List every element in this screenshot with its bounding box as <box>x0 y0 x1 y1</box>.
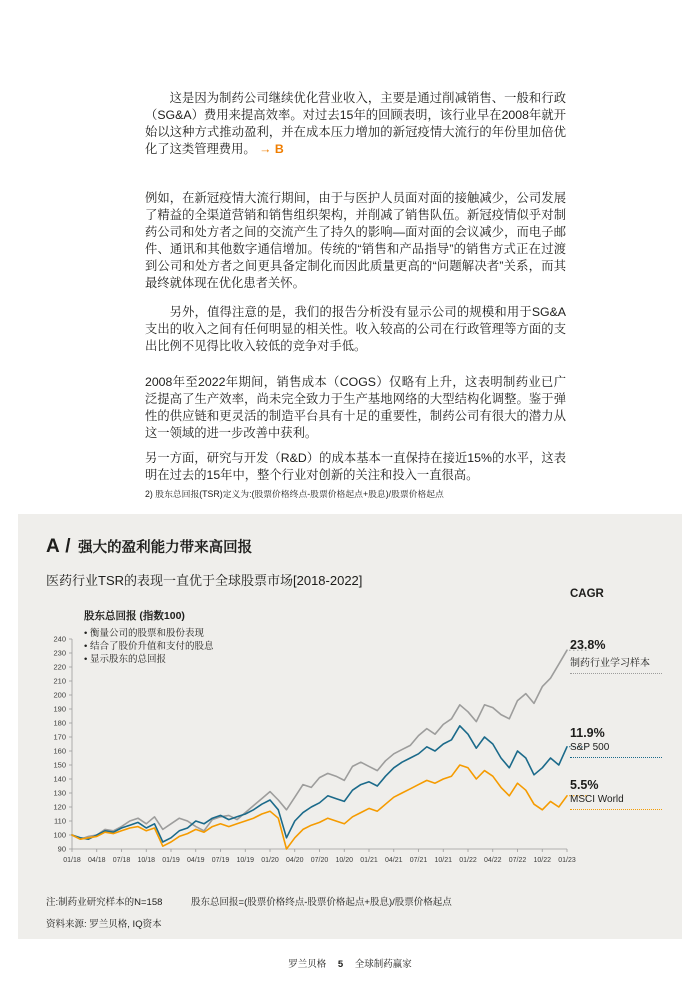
exhibit-title-row <box>46 536 252 558</box>
exhibit-label: A / <box>46 536 72 557</box>
dotted-leader-pharma <box>570 673 662 674</box>
chart-note <box>46 894 452 908</box>
exhibit-subtitle: 医药行业TSR的表现一直优于全球股票市场[2018-2022] <box>46 573 363 588</box>
legend-title: 股东总回报 (指数100) <box>84 610 185 622</box>
svg-text:180: 180 <box>53 718 66 728</box>
svg-text:150: 150 <box>53 760 66 770</box>
cagr-label-sp500: S&P 500 <box>570 742 610 753</box>
footer-report-title: 全球制药赢家 <box>354 959 412 970</box>
svg-text:01/23: 01/23 <box>558 857 576 864</box>
svg-text:210: 210 <box>53 676 66 686</box>
cagr-entry-pharma <box>570 638 676 674</box>
svg-text:110: 110 <box>54 816 66 826</box>
svg-text:90: 90 <box>57 844 66 854</box>
legend-bullet-2: • 结合了股价升值和支付的股息 <box>84 640 304 653</box>
svg-text:100: 100 <box>53 830 66 840</box>
svg-text:04/18: 04/18 <box>87 857 106 864</box>
svg-text:04/20: 04/20 <box>285 857 304 864</box>
svg-text:01/18: 01/18 <box>63 857 81 864</box>
svg-text:160: 160 <box>53 746 66 756</box>
svg-text:04/21: 04/21 <box>384 857 403 864</box>
svg-text:07/19: 07/19 <box>211 857 230 864</box>
svg-text:07/22: 07/22 <box>508 857 527 864</box>
svg-text:01/22: 01/22 <box>459 857 477 864</box>
chart-note-formula: 股东总回报=(股票价格终点-股票价格起点+股息)/股票价格起点 <box>191 897 452 908</box>
svg-text:140: 140 <box>53 774 66 784</box>
exhibit-title: 强大的盈利能力带来高回报 <box>78 540 253 556</box>
svg-text:01/20: 01/20 <box>261 857 279 864</box>
svg-text:230: 230 <box>53 648 66 658</box>
svg-text:190: 190 <box>53 704 66 714</box>
paragraph-4: 2008年至2022年期间，销售成本（COGS）仅略有上升，这表明制药业已广泛提高了生产效率，尚未完全致力于生产基地网络的大型结构化调整。鉴于弹性的供应链和更灵活的制造平台具有十足的重要性，制药公司有很大的潜力从这一领域的进一步改善中获利。 <box>145 375 566 441</box>
svg-text:04/22: 04/22 <box>483 857 502 864</box>
chart-source: 资料来源: 罗兰贝格, IQ资本 <box>46 919 162 930</box>
cagr-value-msci: 5.5% <box>570 778 599 792</box>
svg-text:01/21: 01/21 <box>360 857 378 864</box>
svg-text:01/19: 01/19 <box>162 857 180 864</box>
svg-text:07/18: 07/18 <box>112 857 131 864</box>
cross-ref-marker-b: → B <box>259 142 284 157</box>
svg-text:07/20: 07/20 <box>310 857 329 864</box>
footer-page-number: 5 <box>337 959 344 970</box>
dotted-leader-msci <box>570 809 662 810</box>
page-footer <box>0 956 700 970</box>
paragraph-2: 例如，在新冠疫情大流行期间，由于与医护人员面对面的接触减少，公司发展了精益的全渠道营销和销售组织架构，并削减了销售队伍。新冠疫情似乎对制药公司和处方者之间的交流产生了持久的影响—面对面的会议减少，而电子邮件、通讯和其他数字通信增加。传统的“销售和产品指导”的销售方式正在过渡到公司和处方者之间更具备定制化而因此质量更高的“问题解决者”关系，而其最终就体现在优化患者关怀。 <box>145 191 566 291</box>
svg-text:220: 220 <box>53 662 66 672</box>
chart-legend <box>84 608 304 666</box>
legend-bullet-1: • 衡量公司的股票和股份表现 <box>84 627 304 640</box>
chart-note-sample: 注:制药业研究样本的N=158 <box>46 897 163 908</box>
footer-brand: 罗兰贝格 <box>288 959 327 970</box>
cagr-label-msci: MSCI World <box>570 794 624 805</box>
cagr-value-sp500: 11.9% <box>570 726 605 740</box>
cagr-label-pharma: 制药行业学习样本 <box>570 658 650 669</box>
svg-text:07/21: 07/21 <box>409 857 428 864</box>
paragraph-3: 另外，值得注意的是，我们的报告分析没有显示公司的规模和用于SG&A支出的收入之间有任何明显的相关性。收入较高的公司在行政管理等方面的支出比例不见得比收入较低的竞争对手低。 <box>145 305 566 354</box>
svg-text:10/19: 10/19 <box>236 857 255 864</box>
cagr-entry-msci <box>570 778 676 810</box>
paragraph-1 <box>145 90 566 158</box>
paragraph-5: 另一方面，研究与开发（R&D）的成本基本一直保持在接近15%的水平，这表明在过去的15年中，整个行业对创新的关注和投入一直很高。 <box>145 451 566 483</box>
footnote-tsr-definition: 2) 股东总回报(TSR)定义为:(股票价格终点-股票价格起点+股息)/股票价格起点 <box>145 489 444 499</box>
svg-text:240: 240 <box>53 634 66 644</box>
cagr-column <box>570 588 676 805</box>
cagr-header: CAGR <box>570 588 604 600</box>
exhibit-a-panel <box>18 514 682 939</box>
svg-text:10/21: 10/21 <box>434 857 453 864</box>
paragraph-1-text: 这是因为制药公司继续优化营业收入，主要是通过削减销售、一般和行政（SG&A）费用来提高效率。对过去15年的回顾表明，该行业早在2008年就开始以这种方式推动盈利，并在成本压力增加的新冠疫情大流行的年份里加倍优化了这类管理费用。 <box>145 91 566 157</box>
legend-bullet-3: • 显示股东的总回报 <box>84 653 304 666</box>
cagr-value-pharma: 23.8% <box>570 638 606 652</box>
svg-text:120: 120 <box>53 802 66 812</box>
svg-text:10/20: 10/20 <box>335 857 354 864</box>
svg-text:130: 130 <box>53 788 66 798</box>
dotted-leader-sp500 <box>570 757 662 758</box>
svg-text:04/19: 04/19 <box>186 857 205 864</box>
svg-text:10/18: 10/18 <box>137 857 156 864</box>
cagr-entry-sp500 <box>570 726 676 758</box>
svg-text:170: 170 <box>53 732 66 742</box>
svg-text:200: 200 <box>53 690 66 700</box>
svg-text:10/22: 10/22 <box>533 857 552 864</box>
